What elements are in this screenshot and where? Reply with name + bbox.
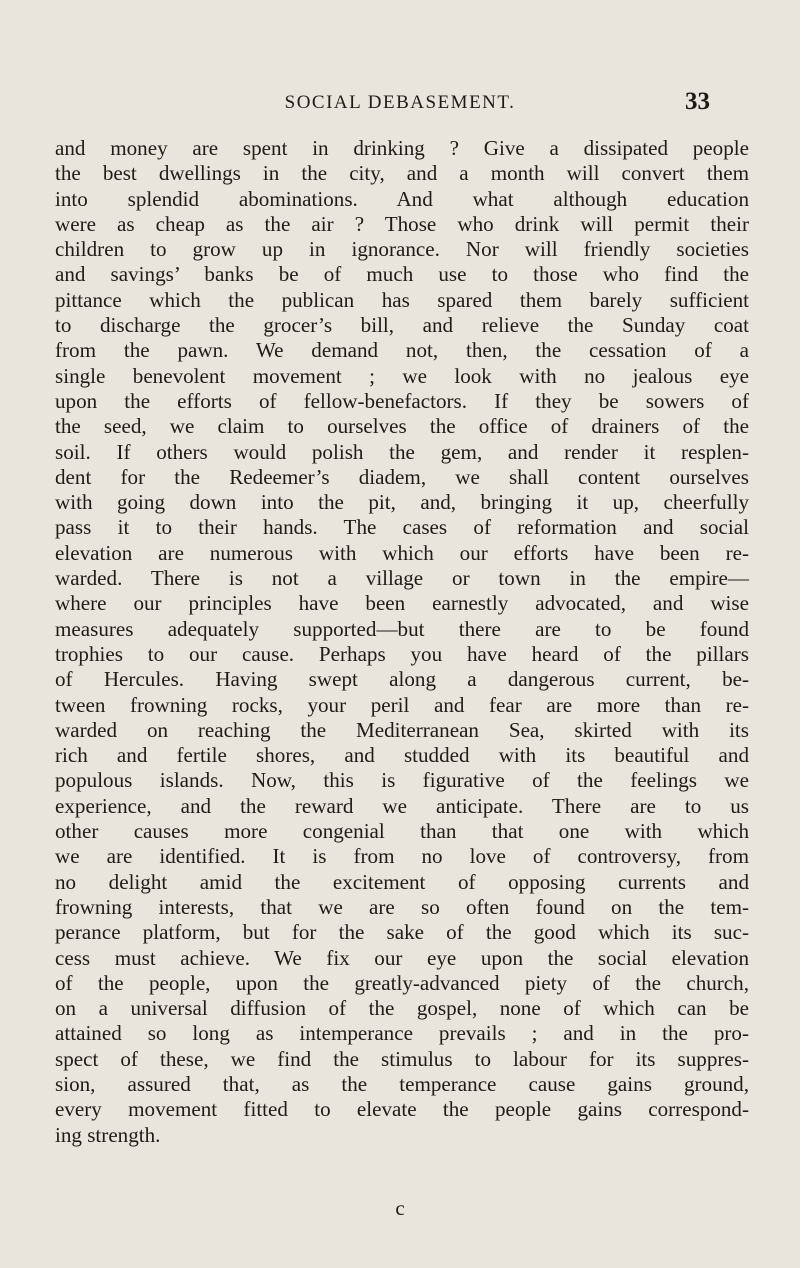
text-line: populous islands. Now, this is figurative of the feelings we [55, 768, 749, 793]
text-line: other causes more congenial than that one with which [55, 819, 749, 844]
body-text [55, 136, 749, 1148]
text-line: experience, and the reward we anticipate. There are to us [55, 793, 749, 818]
text-line: ing strength. [55, 1122, 161, 1147]
text-line: cess must achieve. We fix our eye upon the social elevation [55, 945, 749, 970]
text-line: perance platform, but for the sake of the good which its suc- [55, 920, 749, 945]
text-line: tween frowning rocks, your peril and fear are more than re- [55, 692, 749, 717]
running-head: SOCIAL DEBASEMENT. [284, 92, 516, 113]
text-line: pittance which the publican has spared them barely sufficient [55, 287, 749, 312]
text-line: and savings’ banks be of much use to those who find the [55, 262, 749, 287]
text-line: were as cheap as the air ? Those who drink will permit their [55, 211, 749, 236]
text-line: upon the efforts of fellow-benefactors. If they be sowers of [55, 388, 749, 413]
text-line: no delight amid the excitement of opposing currents and [55, 869, 749, 894]
text-line: with going down into the pit, and, bringing it up, cheerfully [55, 490, 749, 515]
text-line: warded. There is not a village or town in the empire— [55, 566, 749, 591]
text-line: of the people, upon the greatly-advanced piety of the church, [55, 970, 749, 995]
text-line: the seed, we claim to ourselves the office of drainers of the [55, 414, 749, 439]
text-line: children to grow up in ignorance. Nor will friendly societies [55, 237, 749, 262]
text-line: sion, assured that, as the temperance cause gains ground, [55, 1071, 749, 1096]
text-line: dent for the Redeemer’s diadem, we shall content ourselves [55, 464, 749, 489]
text-line: single benevolent movement ; we look with no jealous eye [55, 363, 749, 388]
text-line: soil. If others would polish the gem, and render it resplen- [55, 439, 749, 464]
text-line: of Hercules. Having swept along a dangerous current, be- [55, 667, 749, 692]
text-line: warded on reaching the Mediterranean Sea, skirted with its [55, 717, 749, 742]
text-line: the best dwellings in the city, and a month will convert them [55, 161, 749, 186]
text-line: into splendid abominations. And what although education [55, 186, 749, 211]
page-header [0, 88, 800, 122]
text-line: and money are spent in drinking ? Give a dissipated people [55, 136, 749, 160]
text-line: attained so long as intemperance prevails ; and in the pro- [55, 1021, 749, 1046]
text-line: elevation are numerous with which our efforts have been re- [55, 540, 749, 565]
text-line: where our principles have been earnestly advocated, and wise [55, 591, 749, 616]
text-line: frowning interests, that we are so often found on the tem- [55, 894, 749, 919]
text-line: pass it to their hands. The cases of reformation and social [55, 515, 749, 540]
text-line: every movement fitted to elevate the people gains correspond- [55, 1097, 749, 1122]
text-line: measures adequately supported—but there are to be found [55, 616, 749, 641]
text-line: to discharge the grocer’s bill, and relieve the Sunday coat [55, 313, 749, 338]
text-line: rich and fertile shores, and studded with its beautiful and [55, 743, 749, 768]
text-line: from the pawn. We demand not, then, the cessation of a [55, 338, 749, 363]
text-line: we are identified. It is from no love of controversy, from [55, 844, 749, 869]
signature-mark: c [395, 1196, 405, 1220]
page-number: 33 [685, 88, 710, 115]
text-line: on a universal diffusion of the gospel, none of which can be [55, 996, 749, 1021]
text-line: spect of these, we find the stimulus to labour for its suppres- [55, 1046, 749, 1071]
text-line: trophies to our cause. Perhaps you have heard of the pillars [55, 641, 749, 666]
